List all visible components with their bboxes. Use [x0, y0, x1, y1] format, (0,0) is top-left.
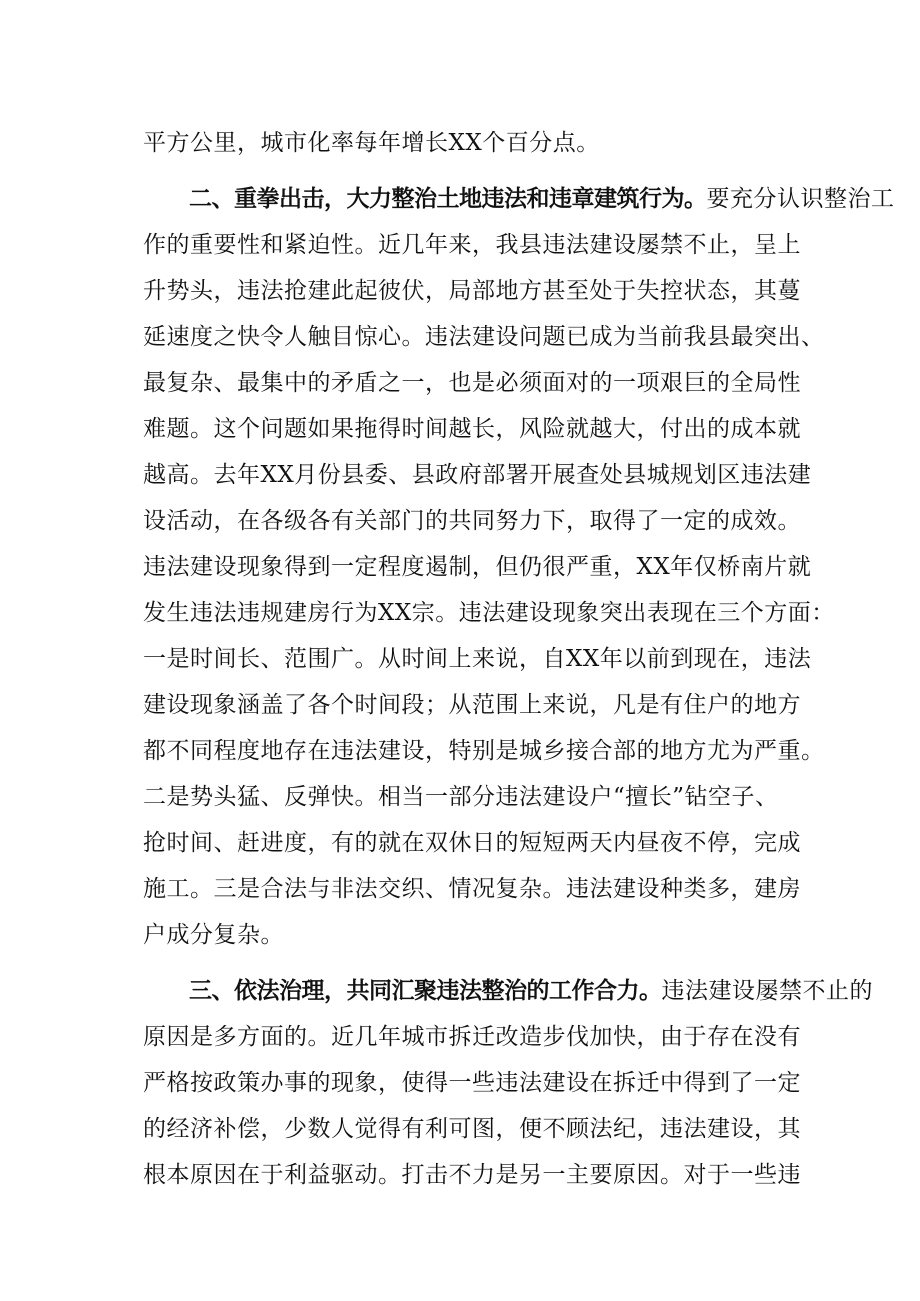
heading-line: [143, 176, 895, 222]
text-line: 户成分复杂。: [143, 922, 284, 948]
text-line: 根本原因在于利益驱动。打击不力是另一主要原因。对于一些违: [143, 1162, 801, 1188]
text-line: 升势头，违法抢建此起彼伏，局部地方甚至处于失控状态，其蔓: [143, 278, 801, 304]
text-line: 原因是多方面的。近几年城市拆迁改造步伐加快，由于存在没有: [143, 1024, 801, 1050]
text-run: 要充分认识整治工: [706, 186, 895, 212]
text-line: 严格按政策办事的现象，使得一些违法建设在拆迁中得到了一定: [143, 1070, 801, 1096]
text-line: 设活动，在各级各有关部门的共同努力下，取得了一定的成效。: [143, 508, 801, 534]
text-run: 违法建设屡禁不止的: [661, 978, 873, 1004]
heading-line: [143, 968, 873, 1014]
text-line: 二是势头猛、反弹快。相当一部分违法建设户“擅长”钻空子、: [143, 784, 779, 810]
text-line: 作的重要性和紧迫性。近几年来，我县违法建设屡禁不止，呈上: [143, 232, 801, 258]
text-line: 施工。三是合法与非法交织、情况复杂。违法建设种类多，建房: [143, 876, 801, 902]
text-line: 的经济补偿，少数人觉得有利可图，便不顾法纪，违法建设，其: [143, 1116, 801, 1142]
section-heading-2: 二、重拳出击，大力整治土地违法和违章建筑行为。: [189, 186, 707, 212]
text-line: 平方公里，城市化率每年增长XX个百分点。: [143, 130, 600, 156]
text-line: 抢时间、赶进度，有的就在双休日的短短两天内昼夜不停，完成: [143, 830, 801, 856]
text-line: 发生违法违规建房行为XX宗。违法建设现象突出表现在三个方面：: [143, 600, 835, 626]
text-line: 难题。这个问题如果拖得时间越长，风险就越大，付出的成本就: [143, 416, 801, 442]
paragraph-gap: [143, 166, 803, 176]
text-line: 建设现象涵盖了各个时间段；从范围上来说，凡是有住户的地方: [143, 692, 801, 718]
paragraph-gap: [143, 958, 803, 968]
text-line: 最复杂、最集中的矛盾之一，也是必须面对的一项艰巨的全局性: [143, 370, 801, 396]
text-line: 一是时间长、范围广。从时间上来说，自XX年以前到现在，违法: [143, 646, 812, 672]
section-heading-3: 三、依法治理，共同汇聚违法整治的工作合力。: [189, 978, 662, 1004]
text-line: 延速度之快令人触目惊心。违法建设问题已成为当前我县最突出、: [143, 324, 825, 350]
document-body: [143, 120, 895, 1198]
text-line: 违法建设现象得到一定程度遏制，但仍很严重，XX年仅桥南片就: [143, 554, 812, 580]
text-line: 越高。去年XX月份县委、县政府部署开展查处县城规划区违法建: [143, 462, 812, 488]
text-line: 都不同程度地存在违法建设，特别是城乡接合部的地方尤为严重。: [143, 738, 825, 764]
